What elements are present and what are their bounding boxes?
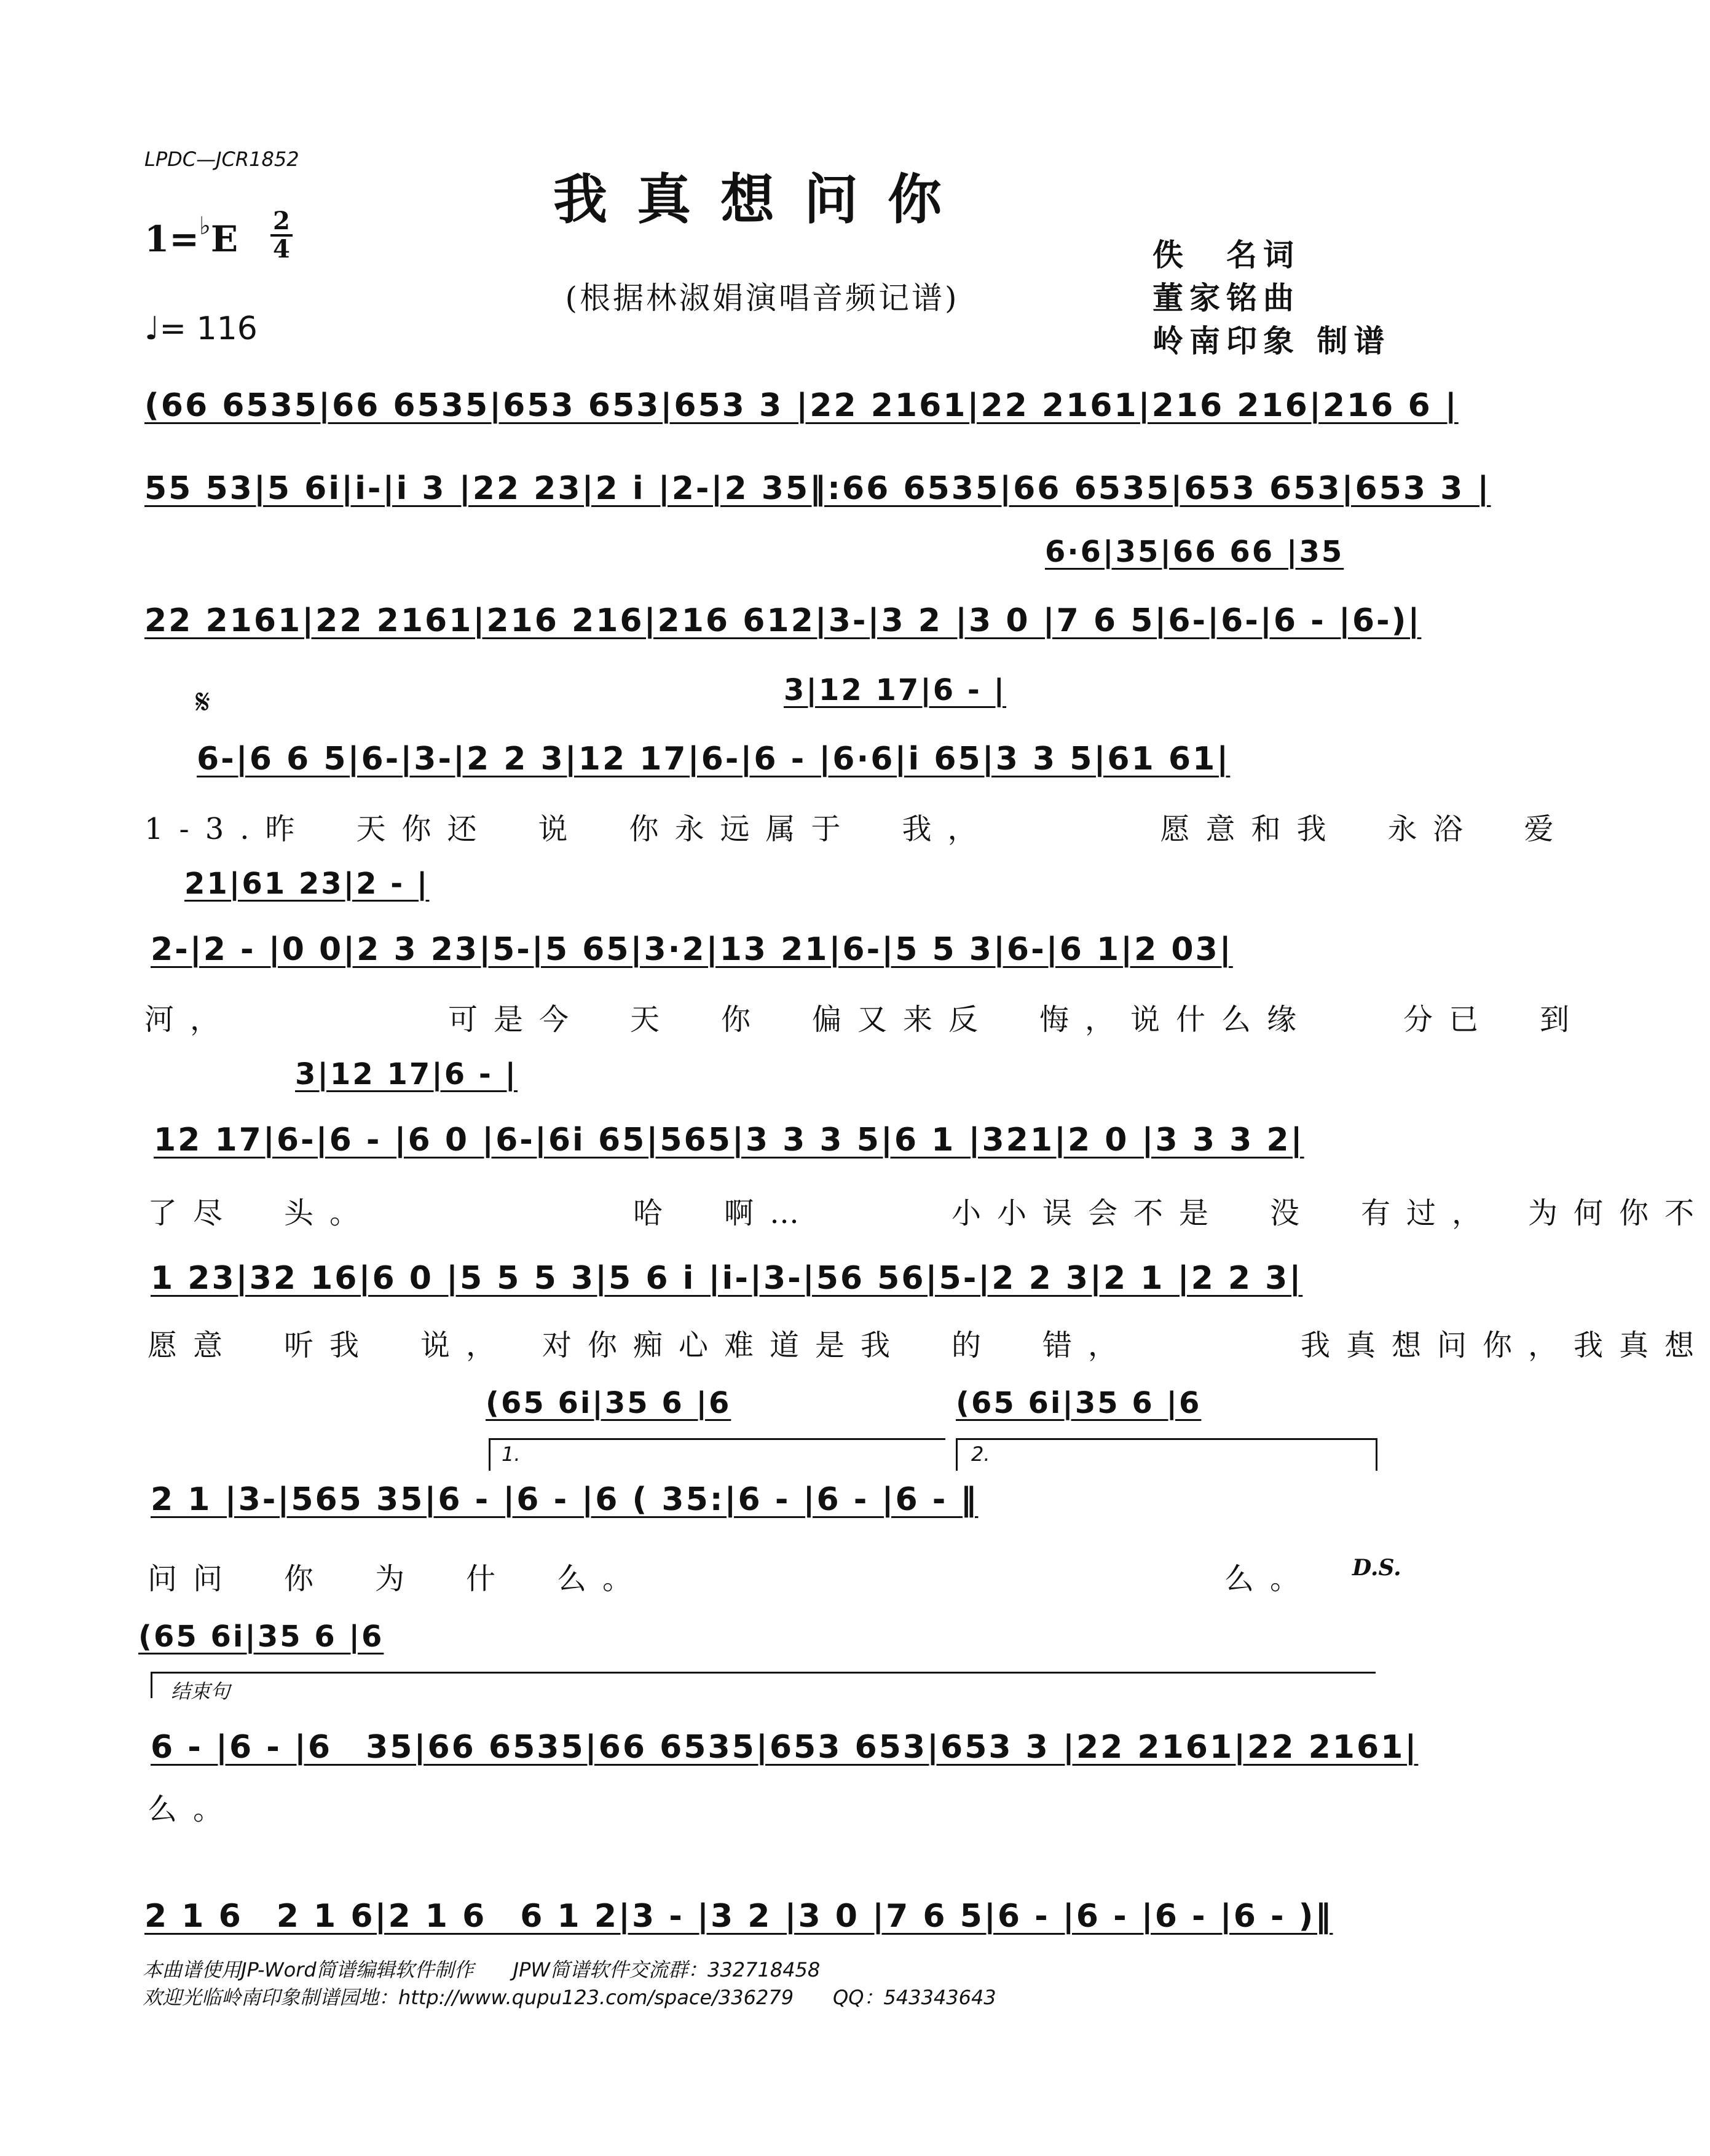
volta-bracket-1 [489,1438,945,1471]
key-signature [144,207,290,264]
score-system-9: 6 - |6 - |6 35|66 6535|66 6535|653 653|653 3 |22 2161|22 2161| [151,1729,1419,1766]
cue-notes-6: 3|12 17|6 - | [295,1057,518,1092]
volta-label-2: 2. [971,1442,990,1466]
lyrics-line-9: 么。 [148,1792,239,1827]
time-bottom: 4 [273,235,290,264]
footer-line-1: 本曲谱使用JP-Word简谱编辑软件制作 JPW简谱软件交流群：332718458 [143,1958,821,1981]
cue-notes-8a: (65 6i|35 6 |6 [486,1386,731,1420]
document-code: LPDC—JCR1852 [144,148,299,171]
key-note: E [210,218,238,260]
cue-notes-5: 21|61 23|2 - | [184,867,430,901]
cue-notes-3: 6·6|35|66 66 |35 [1045,535,1344,569]
score-system-10: 2 1 6 2 1 6|2 1 6 6 1 2|3 - |3 2 |3 0 |7 6 5|6 - |6 - |6 - |6 - )‖ [144,1898,1333,1935]
lyrics-line-8: 问问 你 为 什 么。 么。 [148,1562,1316,1596]
score-system-2: 55 53|5 6i|i-|i 3 |22 23|2 i |2-|2 35‖:66 6535|66 6535|653 653|653 3 | [144,470,1491,507]
song-subtitle: (根据林淑娟演唱音频记谱) [565,280,959,316]
score-system-8: 2 1 |3-|565 35|6 - |6 - |6 ( 35:|6 - |6 - |6 - ‖ [151,1481,979,1518]
time-signature [270,208,293,262]
flat-sign: ♭ [199,212,211,240]
score-system-7: 1 23|32 16|6 0 |5 5 5 3|5 6 i |i-|3-|56 56|5-|2 2 3|2 1 |2 2 3| [151,1260,1303,1297]
lyricist-credit: 佚 名词 [1152,237,1300,273]
tempo-mark: ♩= 116 [144,310,258,347]
coda-label: 结束句 [171,1680,230,1703]
dal-segno-mark: D.S. [1352,1555,1401,1581]
lyrics-line-6: 了尽 头。 哈 啊… 小小误会不是 没 有过， 为何你不 [148,1196,1710,1230]
volta-bracket-2 [956,1438,1377,1471]
cue-notes-9: (65 6i|35 6 |6 [138,1619,384,1654]
volta-label-1: 1. [502,1442,521,1466]
score-system-4: 6-|6 6 5|6-|3-|2 2 3|12 17|6-|6 - |6·6|i 65|3 3 5|61 61| [197,741,1231,777]
segno-sign: 𝄋 [195,682,211,722]
time-top: 2 [270,208,293,237]
key-prefix: 1= [144,218,199,260]
lyrics-line-7: 愿意 听我 说， 对你痴心难道是我 的 错， 我真想问你，我真想 [148,1328,1710,1363]
cue-notes-4: 3|12 17|6 - | [784,673,1007,707]
lyrics-line-5: 河， 可是今 天 你 偏又来反 悔，说什么缘 分已 到 [144,1002,1586,1037]
cue-notes-8b: (65 6i|35 6 |6 [956,1386,1202,1420]
composer-credit: 董家铭曲 [1152,280,1300,316]
lyrics-line-4: 1-3.昨 天你还 说 你永远属于 我， 愿意和我 永浴 爱 [144,812,1570,846]
arranger-credit: 岭南印象 制谱 [1152,323,1391,359]
coda-bracket [151,1672,1376,1703]
score-system-1: (66 6535|66 6535|653 653|653 3 |22 2161|22 2161|216 216|216 6 | [144,387,1459,424]
score-system-6: 12 17|6-|6 - |6 0 |6-|6i 65|565|3 3 3 5|6 1 |321|2 0 |3 3 3 2| [154,1122,1304,1159]
footer-line-2: 欢迎光临岭南印象制谱园地：http://www.qupu123.com/space/336279 QQ：543343643 [143,1986,996,2009]
score-system-3: 22 2161|22 2161|216 216|216 612|3-|3 2 |3 0 |7 6 5|6-|6-|6 - |6-)| [144,602,1422,639]
song-title: 我真想问你 [553,167,971,231]
score-system-5: 2-|2 - |0 0|2 3 23|5-|5 65|3·2|13 21|6-|5 5 3|6-|6 1|2 03| [151,931,1233,968]
